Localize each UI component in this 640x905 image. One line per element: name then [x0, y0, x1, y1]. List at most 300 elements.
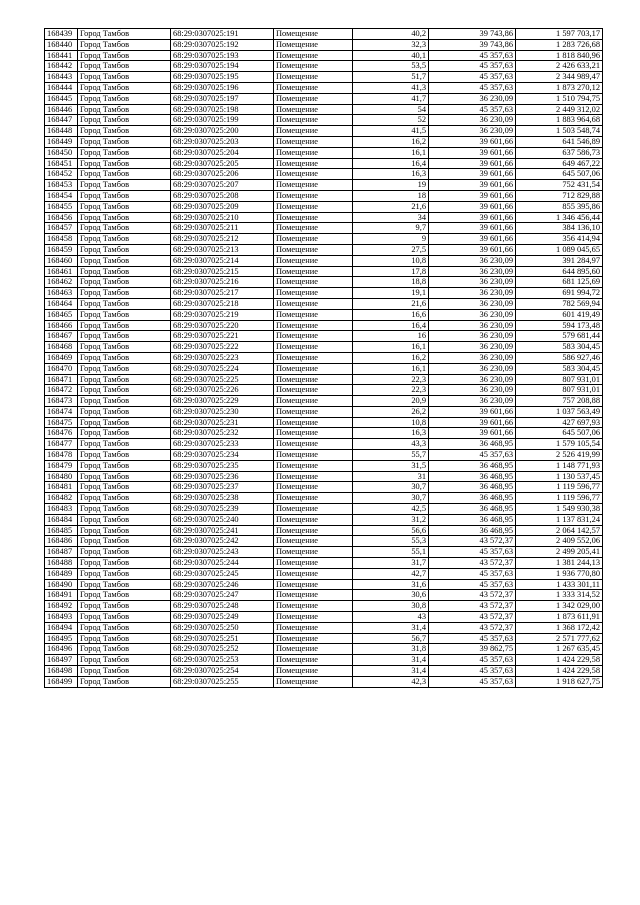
cadastral-value-cell: 2 344 989,47 — [516, 72, 603, 83]
cadastral-number-cell: 68:29:0307025:235 — [171, 460, 274, 471]
area-cell: 27,5 — [353, 244, 429, 255]
cadastral-value-cell: 427 697,93 — [516, 417, 603, 428]
city-cell: Город Тамбов — [78, 568, 171, 579]
unit-value-cell: 39 743,86 — [429, 29, 516, 40]
object-type-cell: Помещение — [274, 514, 353, 525]
city-cell: Город Тамбов — [78, 676, 171, 687]
object-type-cell: Помещение — [274, 342, 353, 353]
row-number-cell: 168498 — [45, 666, 78, 677]
cadastral-number-cell: 68:29:0307025:225 — [171, 374, 274, 385]
area-cell: 22,3 — [353, 385, 429, 396]
cadastral-number-cell: 68:29:0307025:249 — [171, 612, 274, 623]
cadastral-value-cell: 712 829,88 — [516, 190, 603, 201]
city-cell: Город Тамбов — [78, 655, 171, 666]
city-cell: Город Тамбов — [78, 601, 171, 612]
row-number-cell: 168444 — [45, 82, 78, 93]
cadastral-number-cell: 68:29:0307025:233 — [171, 439, 274, 450]
object-type-cell: Помещение — [274, 61, 353, 72]
cadastral-number-cell: 68:29:0307025:240 — [171, 514, 274, 525]
area-cell: 9,7 — [353, 223, 429, 234]
city-cell: Город Тамбов — [78, 82, 171, 93]
unit-value-cell: 39 601,66 — [429, 417, 516, 428]
city-cell: Город Тамбов — [78, 126, 171, 137]
table-row — [45, 147, 603, 158]
unit-value-cell: 39 601,66 — [429, 223, 516, 234]
table-row — [45, 115, 603, 126]
cadastral-value-cell: 1 597 703,17 — [516, 29, 603, 40]
cadastral-number-cell: 68:29:0307025:193 — [171, 50, 274, 61]
city-cell: Город Тамбов — [78, 633, 171, 644]
cadastral-value-cell: 2 571 777,62 — [516, 633, 603, 644]
row-number-cell: 168446 — [45, 104, 78, 115]
cadastral-number-cell: 68:29:0307025:214 — [171, 255, 274, 266]
object-type-cell: Помещение — [274, 50, 353, 61]
cadastral-number-cell: 68:29:0307025:199 — [171, 115, 274, 126]
city-cell: Город Тамбов — [78, 417, 171, 428]
cadastral-value-cell: 649 467,22 — [516, 158, 603, 169]
object-type-cell: Помещение — [274, 482, 353, 493]
cadastral-number-cell: 68:29:0307025:255 — [171, 676, 274, 687]
cadastral-number-cell: 68:29:0307025:195 — [171, 72, 274, 83]
unit-value-cell: 36 230,09 — [429, 93, 516, 104]
table-row — [45, 428, 603, 439]
area-cell: 17,8 — [353, 266, 429, 277]
city-cell: Город Тамбов — [78, 266, 171, 277]
unit-value-cell: 43 572,37 — [429, 601, 516, 612]
cadastral-number-cell: 68:29:0307025:223 — [171, 352, 274, 363]
area-cell: 30,7 — [353, 493, 429, 504]
table-row — [45, 493, 603, 504]
area-cell: 19,1 — [353, 288, 429, 299]
table-row — [45, 385, 603, 396]
area-cell: 41,7 — [353, 93, 429, 104]
table-row — [45, 29, 603, 40]
cadastral-number-cell: 68:29:0307025:241 — [171, 525, 274, 536]
area-cell: 18,8 — [353, 277, 429, 288]
property-table — [44, 28, 603, 688]
area-cell: 52 — [353, 115, 429, 126]
object-type-cell: Помещение — [274, 288, 353, 299]
area-cell: 16,1 — [353, 342, 429, 353]
city-cell: Город Тамбов — [78, 406, 171, 417]
object-type-cell: Помещение — [274, 385, 353, 396]
row-number-cell: 168474 — [45, 406, 78, 417]
cadastral-value-cell: 1 510 794,75 — [516, 93, 603, 104]
unit-value-cell: 39 601,66 — [429, 180, 516, 191]
cadastral-value-cell: 583 304,45 — [516, 363, 603, 374]
row-number-cell: 168495 — [45, 633, 78, 644]
table-row — [45, 558, 603, 569]
object-type-cell: Помещение — [274, 234, 353, 245]
cadastral-number-cell: 68:29:0307025:237 — [171, 482, 274, 493]
table-row — [45, 288, 603, 299]
cadastral-number-cell: 68:29:0307025:222 — [171, 342, 274, 353]
object-type-cell: Помещение — [274, 525, 353, 536]
row-number-cell: 168469 — [45, 352, 78, 363]
table-row — [45, 633, 603, 644]
unit-value-cell: 39 601,66 — [429, 244, 516, 255]
area-cell: 16,2 — [353, 352, 429, 363]
city-cell: Город Тамбов — [78, 201, 171, 212]
cadastral-value-cell: 1 267 635,45 — [516, 644, 603, 655]
cadastral-value-cell: 1 037 563,49 — [516, 406, 603, 417]
unit-value-cell: 36 230,09 — [429, 374, 516, 385]
row-number-cell: 168458 — [45, 234, 78, 245]
area-cell: 16,4 — [353, 158, 429, 169]
table-row — [45, 190, 603, 201]
row-number-cell: 168440 — [45, 39, 78, 50]
unit-value-cell: 36 468,95 — [429, 471, 516, 482]
unit-value-cell: 39 601,66 — [429, 201, 516, 212]
unit-value-cell: 36 230,09 — [429, 309, 516, 320]
row-number-cell: 168492 — [45, 601, 78, 612]
table-row — [45, 579, 603, 590]
city-cell: Город Тамбов — [78, 460, 171, 471]
city-cell: Город Тамбов — [78, 374, 171, 385]
row-number-cell: 168454 — [45, 190, 78, 201]
area-cell: 31,7 — [353, 558, 429, 569]
object-type-cell: Помещение — [274, 147, 353, 158]
area-cell: 54 — [353, 104, 429, 115]
cadastral-number-cell: 68:29:0307025:216 — [171, 277, 274, 288]
cadastral-value-cell: 1 503 548,74 — [516, 126, 603, 137]
cadastral-number-cell: 68:29:0307025:221 — [171, 331, 274, 342]
cadastral-value-cell: 1 549 930,38 — [516, 504, 603, 515]
object-type-cell: Помещение — [274, 331, 353, 342]
row-number-cell: 168488 — [45, 558, 78, 569]
cadastral-value-cell: 645 507,06 — [516, 169, 603, 180]
city-cell: Город Тамбов — [78, 104, 171, 115]
city-cell: Город Тамбов — [78, 190, 171, 201]
row-number-cell: 168479 — [45, 460, 78, 471]
table-row — [45, 50, 603, 61]
row-number-cell: 168471 — [45, 374, 78, 385]
cadastral-number-cell: 68:29:0307025:196 — [171, 82, 274, 93]
cadastral-number-cell: 68:29:0307025:244 — [171, 558, 274, 569]
cadastral-number-cell: 68:29:0307025:203 — [171, 136, 274, 147]
object-type-cell: Помещение — [274, 493, 353, 504]
city-cell: Город Тамбов — [78, 212, 171, 223]
table-row — [45, 525, 603, 536]
city-cell: Город Тамбов — [78, 514, 171, 525]
row-number-cell: 168453 — [45, 180, 78, 191]
row-number-cell: 168485 — [45, 525, 78, 536]
row-number-cell: 168493 — [45, 612, 78, 623]
area-cell: 42,3 — [353, 676, 429, 687]
row-number-cell: 168442 — [45, 61, 78, 72]
area-cell: 16,3 — [353, 169, 429, 180]
unit-value-cell: 43 572,37 — [429, 590, 516, 601]
table-row — [45, 234, 603, 245]
row-number-cell: 168490 — [45, 579, 78, 590]
object-type-cell: Помещение — [274, 266, 353, 277]
row-number-cell: 168450 — [45, 147, 78, 158]
cadastral-number-cell: 68:29:0307025:252 — [171, 644, 274, 655]
city-cell: Город Тамбов — [78, 428, 171, 439]
unit-value-cell: 36 230,09 — [429, 385, 516, 396]
row-number-cell: 168496 — [45, 644, 78, 655]
table-row — [45, 136, 603, 147]
city-cell: Город Тамбов — [78, 331, 171, 342]
unit-value-cell: 43 572,37 — [429, 612, 516, 623]
unit-value-cell: 43 572,37 — [429, 558, 516, 569]
row-number-cell: 168457 — [45, 223, 78, 234]
object-type-cell: Помещение — [274, 601, 353, 612]
cadastral-value-cell: 583 304,45 — [516, 342, 603, 353]
object-type-cell: Помещение — [274, 180, 353, 191]
unit-value-cell: 36 230,09 — [429, 320, 516, 331]
table-row — [45, 363, 603, 374]
table-row — [45, 93, 603, 104]
table-row — [45, 104, 603, 115]
cadastral-number-cell: 68:29:0307025:253 — [171, 655, 274, 666]
city-cell: Город Тамбов — [78, 223, 171, 234]
object-type-cell: Помещение — [274, 72, 353, 83]
table-row — [45, 169, 603, 180]
cadastral-value-cell: 1 424 229,58 — [516, 655, 603, 666]
cadastral-value-cell: 1 381 244,13 — [516, 558, 603, 569]
cadastral-number-cell: 68:29:0307025:205 — [171, 158, 274, 169]
unit-value-cell: 39 743,86 — [429, 39, 516, 50]
unit-value-cell: 36 230,09 — [429, 352, 516, 363]
row-number-cell: 168480 — [45, 471, 78, 482]
object-type-cell: Помещение — [274, 590, 353, 601]
area-cell: 19 — [353, 180, 429, 191]
city-cell: Город Тамбов — [78, 234, 171, 245]
area-cell: 55,3 — [353, 536, 429, 547]
cadastral-number-cell: 68:29:0307025:245 — [171, 568, 274, 579]
table-row — [45, 396, 603, 407]
object-type-cell: Помещение — [274, 460, 353, 471]
cadastral-value-cell: 1 579 105,54 — [516, 439, 603, 450]
area-cell: 21,6 — [353, 201, 429, 212]
unit-value-cell: 36 468,95 — [429, 460, 516, 471]
city-cell: Город Тамбов — [78, 244, 171, 255]
table-row — [45, 298, 603, 309]
object-type-cell: Помещение — [274, 169, 353, 180]
area-cell: 43,3 — [353, 439, 429, 450]
row-number-cell: 168484 — [45, 514, 78, 525]
table-row — [45, 471, 603, 482]
object-type-cell: Помещение — [274, 104, 353, 115]
object-type-cell: Помещение — [274, 201, 353, 212]
cadastral-number-cell: 68:29:0307025:200 — [171, 126, 274, 137]
row-number-cell: 168443 — [45, 72, 78, 83]
row-number-cell: 168448 — [45, 126, 78, 137]
unit-value-cell: 39 601,66 — [429, 406, 516, 417]
cadastral-value-cell: 1 333 314,52 — [516, 590, 603, 601]
area-cell: 31 — [353, 471, 429, 482]
cadastral-value-cell: 586 927,46 — [516, 352, 603, 363]
cadastral-value-cell: 1 137 831,24 — [516, 514, 603, 525]
cadastral-number-cell: 68:29:0307025:197 — [171, 93, 274, 104]
unit-value-cell: 39 601,66 — [429, 428, 516, 439]
object-type-cell: Помещение — [274, 82, 353, 93]
area-cell: 31,4 — [353, 622, 429, 633]
row-number-cell: 168455 — [45, 201, 78, 212]
row-number-cell: 168470 — [45, 363, 78, 374]
cadastral-value-cell: 637 586,73 — [516, 147, 603, 158]
row-number-cell: 168475 — [45, 417, 78, 428]
unit-value-cell: 45 357,63 — [429, 72, 516, 83]
row-number-cell: 168481 — [45, 482, 78, 493]
table-row — [45, 439, 603, 450]
cadastral-number-cell: 68:29:0307025:219 — [171, 309, 274, 320]
city-cell: Город Тамбов — [78, 29, 171, 40]
table-row — [45, 72, 603, 83]
cadastral-number-cell: 68:29:0307025:250 — [171, 622, 274, 633]
area-cell: 16,3 — [353, 428, 429, 439]
row-number-cell: 168451 — [45, 158, 78, 169]
unit-value-cell: 45 357,63 — [429, 547, 516, 558]
unit-value-cell: 39 601,66 — [429, 190, 516, 201]
cadastral-value-cell: 1 119 596,77 — [516, 482, 603, 493]
unit-value-cell: 39 601,66 — [429, 136, 516, 147]
unit-value-cell: 36 468,95 — [429, 493, 516, 504]
area-cell: 56,6 — [353, 525, 429, 536]
area-cell: 31,4 — [353, 655, 429, 666]
unit-value-cell: 45 357,63 — [429, 655, 516, 666]
city-cell: Город Тамбов — [78, 72, 171, 83]
row-number-cell: 168473 — [45, 396, 78, 407]
city-cell: Город Тамбов — [78, 255, 171, 266]
cadastral-value-cell: 2 426 633,21 — [516, 61, 603, 72]
unit-value-cell: 36 468,95 — [429, 439, 516, 450]
area-cell: 10,8 — [353, 255, 429, 266]
table-body — [45, 29, 603, 688]
table-row — [45, 331, 603, 342]
object-type-cell: Помещение — [274, 504, 353, 515]
city-cell: Город Тамбов — [78, 277, 171, 288]
object-type-cell: Помещение — [274, 676, 353, 687]
table-row — [45, 82, 603, 93]
cadastral-number-cell: 68:29:0307025:238 — [171, 493, 274, 504]
cadastral-value-cell: 782 569,94 — [516, 298, 603, 309]
city-cell: Город Тамбов — [78, 385, 171, 396]
city-cell: Город Тамбов — [78, 471, 171, 482]
area-cell: 16,1 — [353, 147, 429, 158]
table-row — [45, 482, 603, 493]
area-cell: 41,5 — [353, 126, 429, 137]
unit-value-cell: 45 357,63 — [429, 450, 516, 461]
object-type-cell: Помещение — [274, 655, 353, 666]
cadastral-value-cell: 1 368 172,42 — [516, 622, 603, 633]
unit-value-cell: 45 357,63 — [429, 61, 516, 72]
area-cell: 42,7 — [353, 568, 429, 579]
city-cell: Город Тамбов — [78, 622, 171, 633]
object-type-cell: Помещение — [274, 298, 353, 309]
table-row — [45, 277, 603, 288]
city-cell: Город Тамбов — [78, 147, 171, 158]
cadastral-value-cell: 641 546,89 — [516, 136, 603, 147]
area-cell: 40,1 — [353, 50, 429, 61]
table-row — [45, 504, 603, 515]
cadastral-value-cell: 1 873 611,91 — [516, 612, 603, 623]
cadastral-value-cell: 594 173,48 — [516, 320, 603, 331]
row-number-cell: 168441 — [45, 50, 78, 61]
cadastral-number-cell: 68:29:0307025:230 — [171, 406, 274, 417]
area-cell: 22,3 — [353, 374, 429, 385]
unit-value-cell: 36 468,95 — [429, 514, 516, 525]
area-cell: 16,6 — [353, 309, 429, 320]
cadastral-value-cell: 752 431,54 — [516, 180, 603, 191]
object-type-cell: Помещение — [274, 352, 353, 363]
city-cell: Город Тамбов — [78, 158, 171, 169]
area-cell: 42,5 — [353, 504, 429, 515]
row-number-cell: 168452 — [45, 169, 78, 180]
object-type-cell: Помещение — [274, 363, 353, 374]
row-number-cell: 168487 — [45, 547, 78, 558]
object-type-cell: Помещение — [274, 309, 353, 320]
unit-value-cell: 39 601,66 — [429, 212, 516, 223]
object-type-cell: Помещение — [274, 428, 353, 439]
row-number-cell: 168477 — [45, 439, 78, 450]
cadastral-number-cell: 68:29:0307025:242 — [171, 536, 274, 547]
cadastral-value-cell: 691 994,72 — [516, 288, 603, 299]
unit-value-cell: 36 230,09 — [429, 288, 516, 299]
table-row — [45, 352, 603, 363]
cadastral-number-cell: 68:29:0307025:218 — [171, 298, 274, 309]
unit-value-cell: 45 357,63 — [429, 82, 516, 93]
cadastral-number-cell: 68:29:0307025:212 — [171, 234, 274, 245]
city-cell: Город Тамбов — [78, 363, 171, 374]
cadastral-value-cell: 2 409 552,06 — [516, 536, 603, 547]
unit-value-cell: 45 357,63 — [429, 50, 516, 61]
unit-value-cell: 36 230,09 — [429, 277, 516, 288]
cadastral-number-cell: 68:29:0307025:231 — [171, 417, 274, 428]
cadastral-value-cell: 2 064 142,57 — [516, 525, 603, 536]
unit-value-cell: 45 357,63 — [429, 104, 516, 115]
cadastral-value-cell: 384 136,10 — [516, 223, 603, 234]
table-row — [45, 158, 603, 169]
cadastral-value-cell: 1 346 456,44 — [516, 212, 603, 223]
cadastral-value-cell: 2 499 205,41 — [516, 547, 603, 558]
row-number-cell: 168459 — [45, 244, 78, 255]
object-type-cell: Помещение — [274, 374, 353, 385]
table-row — [45, 61, 603, 72]
table-row — [45, 39, 603, 50]
cadastral-number-cell: 68:29:0307025:204 — [171, 147, 274, 158]
cadastral-value-cell: 1 918 627,75 — [516, 676, 603, 687]
area-cell: 10,8 — [353, 417, 429, 428]
table-row — [45, 374, 603, 385]
row-number-cell: 168460 — [45, 255, 78, 266]
object-type-cell: Помещение — [274, 644, 353, 655]
city-cell: Город Тамбов — [78, 504, 171, 515]
cadastral-value-cell: 1 130 537,45 — [516, 471, 603, 482]
cadastral-number-cell: 68:29:0307025:243 — [171, 547, 274, 558]
unit-value-cell: 36 230,09 — [429, 266, 516, 277]
area-cell: 41,3 — [353, 82, 429, 93]
city-cell: Город Тамбов — [78, 525, 171, 536]
city-cell: Город Тамбов — [78, 136, 171, 147]
object-type-cell: Помещение — [274, 244, 353, 255]
object-type-cell: Помещение — [274, 558, 353, 569]
object-type-cell: Помещение — [274, 29, 353, 40]
row-number-cell: 168486 — [45, 536, 78, 547]
cadastral-value-cell: 1 818 840,96 — [516, 50, 603, 61]
cadastral-number-cell: 68:29:0307025:208 — [171, 190, 274, 201]
row-number-cell: 168445 — [45, 93, 78, 104]
table-row — [45, 460, 603, 471]
object-type-cell: Помещение — [274, 320, 353, 331]
cadastral-value-cell: 1 148 771,93 — [516, 460, 603, 471]
table-row — [45, 180, 603, 191]
cadastral-value-cell: 1 089 045,65 — [516, 244, 603, 255]
table-row — [45, 417, 603, 428]
city-cell: Город Тамбов — [78, 644, 171, 655]
unit-value-cell: 36 230,09 — [429, 342, 516, 353]
